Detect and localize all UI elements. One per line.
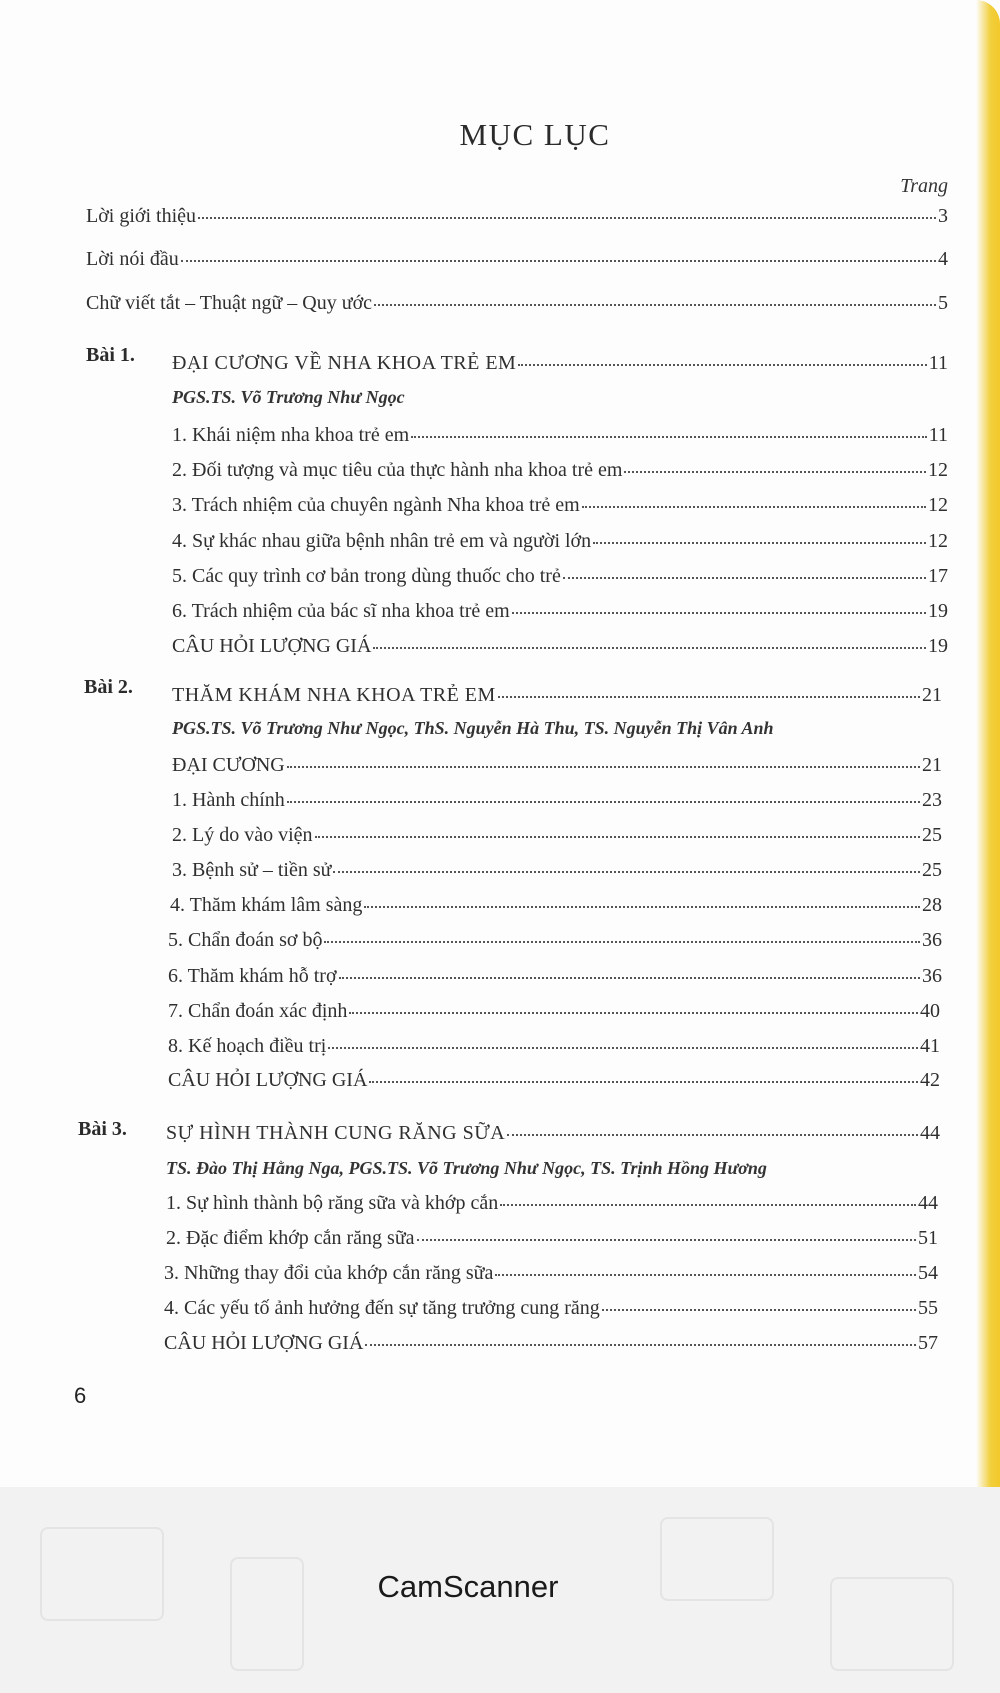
- dot-leader: [518, 364, 926, 366]
- toc-entry-label: 6. Trách nhiệm của bác sĩ nha khoa trẻ em: [172, 600, 510, 622]
- toc-entry-page: 44: [918, 1192, 938, 1214]
- toc-entry: [164, 1262, 938, 1285]
- toc-entry: [172, 459, 948, 482]
- toc-entry: [172, 424, 948, 447]
- dot-leader: [498, 696, 920, 698]
- toc-entry-page: 12: [928, 459, 948, 481]
- toc-entry-label: CÂU HỎI LƯỢNG GIÁ: [168, 1069, 368, 1091]
- toc-entry-page: 21: [922, 754, 942, 776]
- dot-leader: [512, 612, 926, 614]
- toc-entry-page: 25: [922, 859, 942, 881]
- toc-entry: [168, 929, 942, 952]
- dot-leader: [500, 1204, 916, 1206]
- toc-entry: [172, 635, 948, 658]
- toc-entry-label: Lời nói đầu: [86, 248, 179, 270]
- dot-leader: [593, 542, 926, 544]
- toc-entry-page: 41: [920, 1035, 940, 1057]
- toc-entry-page: 40: [920, 1000, 940, 1022]
- toc-entry-label: 6. Thăm khám hỗ trợ: [168, 965, 337, 987]
- chapter-heading: [172, 684, 942, 707]
- toc-entry-label: 4. Các yếu tố ảnh hưởng đến sự tăng trưởng cung răng: [164, 1297, 600, 1319]
- toc-entry-label: ĐẠI CƯƠNG: [172, 754, 285, 776]
- toc-entry: [172, 824, 942, 847]
- toc-entry-page: 36: [922, 965, 942, 987]
- dot-leader: [364, 906, 920, 908]
- dot-leader: [411, 436, 927, 438]
- toc-entry-page: 54: [918, 1262, 938, 1284]
- toc-entry: [172, 494, 948, 517]
- toc-entry-page: 57: [918, 1332, 938, 1354]
- toc-entry-label: 2. Lý do vào viện: [172, 824, 313, 846]
- toc-entry-label: 2. Đối tượng và mục tiêu của thực hành nha khoa trẻ em: [172, 459, 623, 481]
- chapter-number: Bài 1.: [86, 344, 135, 366]
- camscanner-logo: CamScanner: [377, 1569, 559, 1604]
- dot-leader: [324, 941, 920, 943]
- chapter-title: SỰ HÌNH THÀNH CUNG RĂNG SỮA: [166, 1122, 506, 1144]
- dot-leader: [315, 836, 920, 838]
- dot-leader: [373, 647, 926, 649]
- toc-entry-label: Lời giới thiệu: [86, 205, 197, 227]
- dot-leader: [349, 1012, 918, 1014]
- toc-entry: [168, 965, 942, 988]
- chapter-number: Bài 3.: [78, 1118, 127, 1140]
- toc-entry-label: CÂU HỎI LƯỢNG GIÁ: [164, 1332, 364, 1354]
- toc-entry: [86, 292, 948, 315]
- toc-entry-label: 8. Kế hoạch điều trị: [168, 1035, 327, 1057]
- toc-entry-page: 17: [928, 565, 948, 587]
- chapter-title: THĂM KHÁM NHA KHOA TRẺ EM: [172, 684, 496, 706]
- toc-entry: [166, 1227, 938, 1250]
- toc-entry-page: 19: [928, 600, 948, 622]
- dot-leader: [287, 801, 920, 803]
- toc-entry: [168, 1035, 940, 1058]
- toc-entry: [172, 789, 942, 812]
- chapter-number: Bài 2.: [84, 676, 133, 698]
- toc-entry: [172, 754, 942, 777]
- toc-entry: [172, 600, 948, 623]
- toc-entry-page: 5: [938, 292, 948, 314]
- chapter-page: 11: [928, 352, 948, 374]
- toc-entry-label: Chữ viết tắt – Thuật ngữ – Quy ước: [86, 292, 373, 314]
- dot-leader: [582, 506, 926, 508]
- toc-entry-page: 23: [922, 789, 942, 811]
- dot-leader: [624, 471, 926, 473]
- dot-leader: [369, 1081, 918, 1083]
- dot-leader: [287, 766, 920, 768]
- toc-entry: [86, 205, 948, 228]
- toc-entry-label: 5. Các quy trình cơ bản trong dùng thuốc cho trẻ: [172, 565, 561, 587]
- toc-entry: [164, 1297, 938, 1320]
- toc-entry-label: 3. Bệnh sử – tiền sử: [172, 859, 332, 881]
- toc-entry-label: 2. Đặc điểm khớp cắn răng sữa: [166, 1227, 415, 1249]
- dot-leader: [507, 1134, 918, 1136]
- chapter-title: ĐẠI CƯƠNG VỀ NHA KHOA TRẺ EM: [172, 352, 517, 374]
- toc-entry-page: 51: [918, 1227, 938, 1249]
- toc-entry: [172, 565, 948, 588]
- toc-entry: [168, 1069, 940, 1092]
- page-edge: [976, 0, 1000, 1487]
- toc-entry: [86, 248, 948, 271]
- chapter-authors: PGS.TS. Võ Trương Như Ngọc: [172, 387, 405, 407]
- toc-entry-label: 4. Sự khác nhau giữa bệnh nhân trẻ em và người lớn: [172, 530, 592, 552]
- toc-entry: [166, 1192, 938, 1215]
- toc-entry: [168, 1000, 940, 1023]
- dot-leader: [417, 1239, 916, 1241]
- dot-leader: [495, 1274, 916, 1276]
- chapter-authors: PGS.TS. Võ Trương Như Ngọc, ThS. Nguyễn Hà Thu, TS. Nguyễn Thị Vân Anh: [172, 718, 774, 738]
- dot-leader: [333, 871, 920, 873]
- toc-entry-label: 3. Những thay đổi của khớp cắn răng sữa: [164, 1262, 494, 1284]
- chapter-page: 21: [922, 684, 942, 706]
- page-number: 6: [74, 1383, 87, 1408]
- chapter-heading: [172, 352, 948, 375]
- page-title: MỤC LỤC: [459, 117, 611, 152]
- toc-entry: [170, 894, 942, 917]
- toc-entry-label: CÂU HỎI LƯỢNG GIÁ: [172, 635, 372, 657]
- dot-leader: [563, 577, 926, 579]
- toc-entry-label: 1. Sự hình thành bộ răng sữa và khớp cắn: [166, 1192, 499, 1214]
- dot-leader: [198, 217, 936, 219]
- toc-entry-page: 4: [938, 248, 948, 270]
- toc-entry-page: 36: [922, 929, 942, 951]
- toc-entry-label: 3. Trách nhiệm của chuyên ngành Nha khoa trẻ em: [172, 494, 580, 516]
- chapter-page: 44: [920, 1122, 940, 1144]
- page-column-label: Trang: [900, 175, 948, 197]
- dot-leader: [374, 304, 936, 306]
- chapter-authors: TS. Đào Thị Hằng Nga, PGS.TS. Võ Trương Như Ngọc, TS. Trịnh Hồng Hương: [166, 1158, 767, 1178]
- toc-entry: [164, 1332, 938, 1355]
- toc-entry-page: 19: [928, 635, 948, 657]
- toc-entry-label: 1. Hành chính: [172, 789, 285, 811]
- toc-entry-label: 7. Chẩn đoán xác định: [168, 1000, 348, 1022]
- toc-entry-page: 12: [928, 494, 948, 516]
- dot-leader: [339, 977, 920, 979]
- toc-entry-label: 5. Chẩn đoán sơ bộ: [168, 929, 323, 951]
- dot-leader: [181, 260, 936, 262]
- toc-entry-page: 28: [922, 894, 942, 916]
- dot-leader: [602, 1309, 916, 1311]
- toc-entry-page: 3: [938, 205, 948, 227]
- toc-entry-page: 55: [918, 1297, 938, 1319]
- toc-entry-page: 11: [928, 424, 948, 446]
- toc-entry-page: 25: [922, 824, 942, 846]
- toc-entry-label: 4. Thăm khám lâm sàng: [170, 894, 363, 916]
- chapter-heading: [166, 1122, 940, 1145]
- toc-entry: [172, 859, 942, 882]
- toc-entry-page: 12: [928, 530, 948, 552]
- toc-entry: [172, 530, 948, 553]
- dot-leader: [365, 1344, 916, 1346]
- dot-leader: [328, 1047, 918, 1049]
- toc-entry-label: 1. Khái niệm nha khoa trẻ em: [172, 424, 410, 446]
- toc-entry-page: 42: [920, 1069, 940, 1091]
